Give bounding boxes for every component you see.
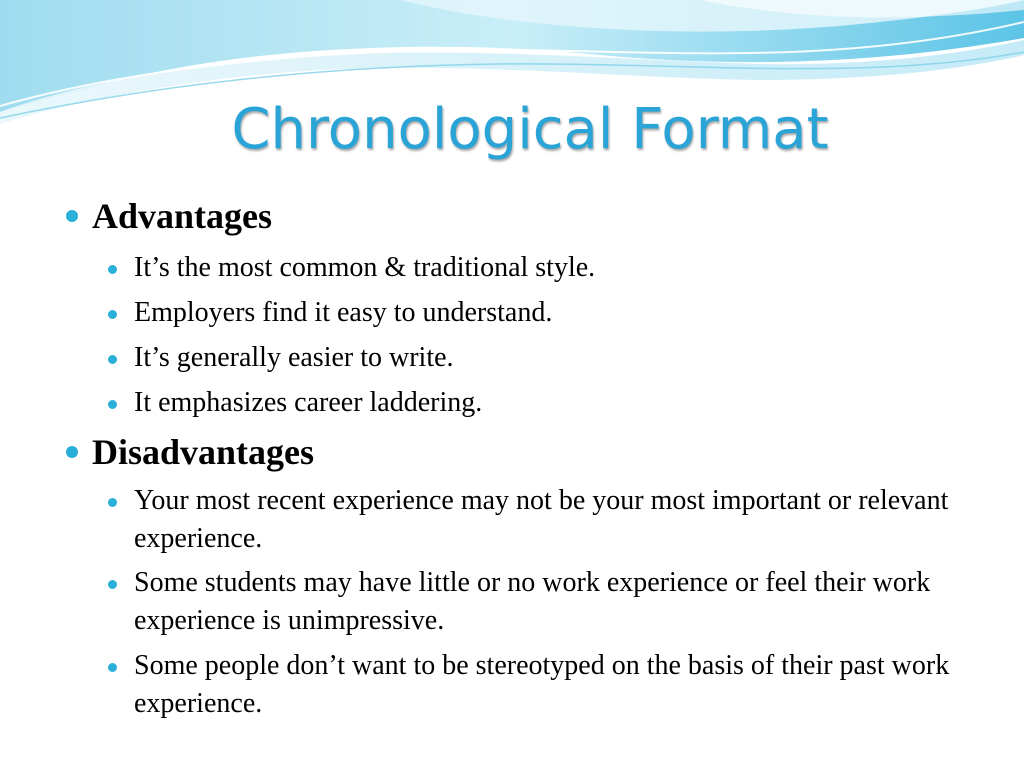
- bullet-icon: [108, 663, 117, 672]
- list-item-text: Some people don’t want to be stereotyped on the basis of their past work experience.: [134, 650, 950, 719]
- list-item-text: Your most recent experience may not be your most important or relevant experience.: [134, 485, 949, 554]
- bullet-icon: [66, 210, 78, 222]
- list-item-text: Employers find it easy to understand.: [134, 297, 553, 328]
- section-heading-advantages: Advantages: [92, 196, 273, 236]
- bullet-icon: [108, 498, 117, 507]
- list-item-text: Some students may have little or no work experience or feel their work experience is unimpressive.: [134, 567, 931, 636]
- list-item-text: It emphasizes career laddering.: [134, 387, 483, 418]
- bullet-icon: [108, 355, 117, 364]
- bullet-icon: [66, 446, 78, 458]
- bullet-icon: [108, 310, 117, 319]
- list-item-text: It’s generally easier to write.: [134, 342, 454, 373]
- list-item-text: It’s the most common & traditional style.: [134, 252, 596, 283]
- section-heading-disadvantages: Disadvantages: [92, 432, 315, 472]
- bullet-icon: [108, 400, 117, 409]
- bullet-icon: [108, 580, 117, 589]
- bullet-icon: [108, 265, 117, 274]
- slide-title: Chronological Format: [231, 97, 829, 162]
